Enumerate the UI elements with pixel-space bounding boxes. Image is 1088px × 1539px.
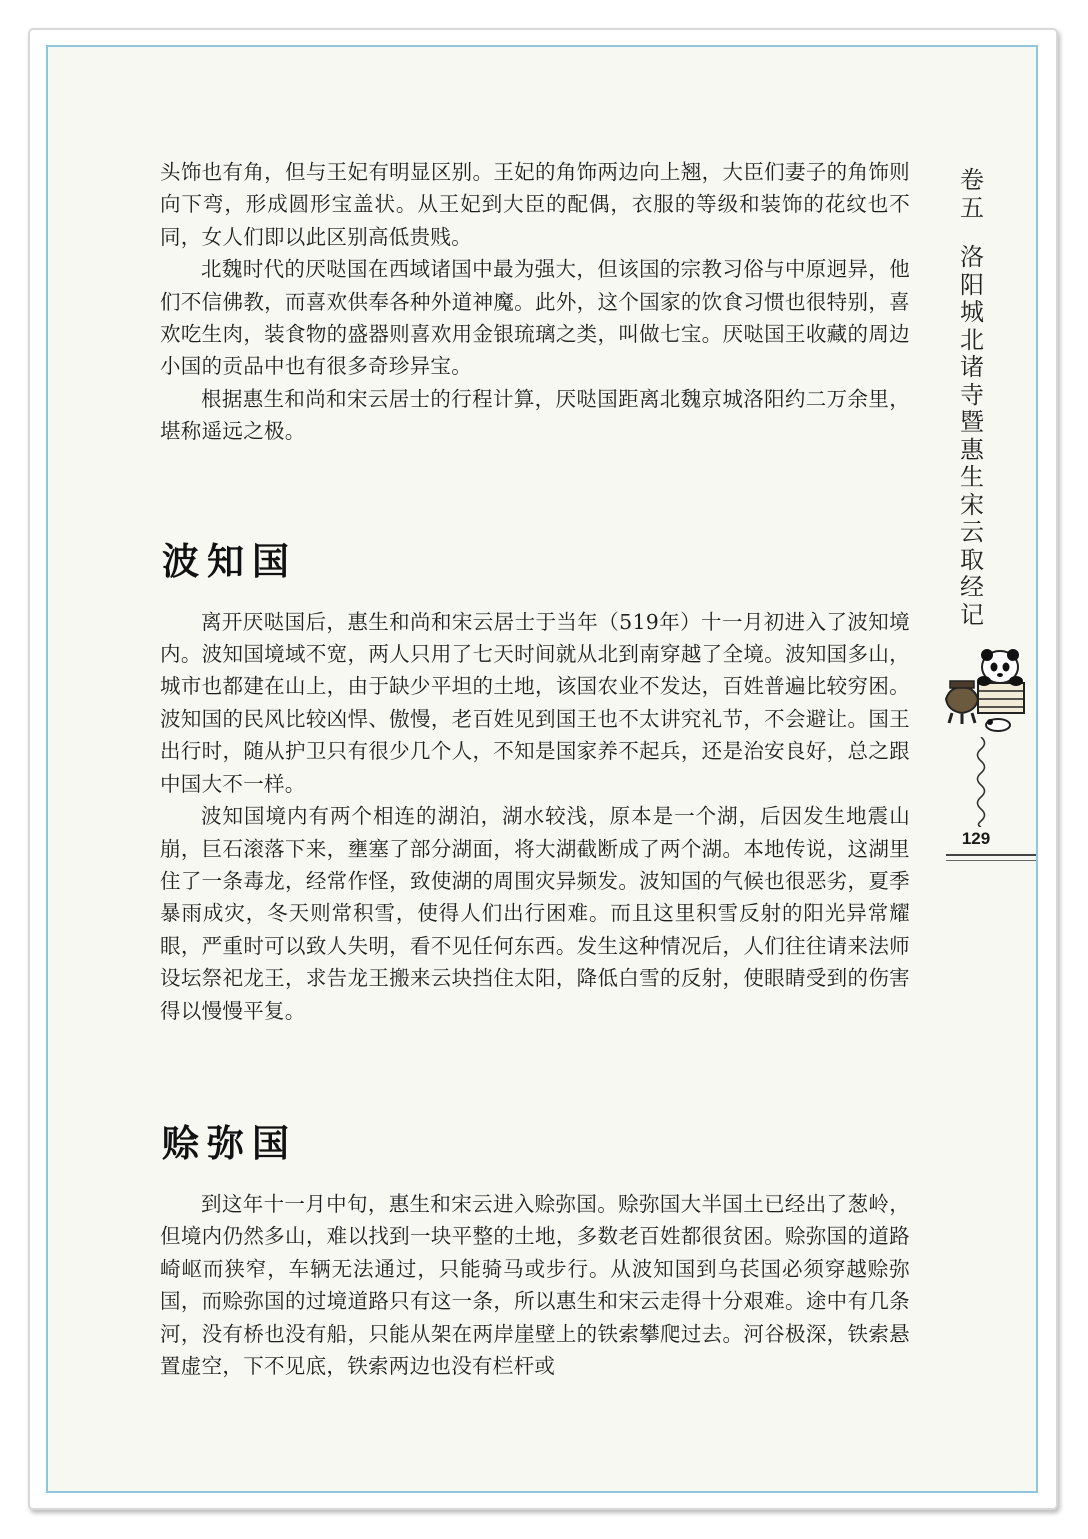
chapter-char: 城	[960, 298, 984, 326]
chapter-char: 洛	[960, 243, 984, 271]
chapter-char: 取	[960, 545, 984, 574]
paragraph: 波知国境内有两个相连的湖泊，湖水较浅，原本是一个湖，后因发生地震山崩，巨石滚落下来，壅塞了部分湖面，将大湖截断成了两个湖。本地传说，这湖里住了一条毒龙，经常作怪，致使湖的周围灾异频发。波知国的气候也很恶劣，夏季暴雨成灾，冬天则常积雪，使得人们出行困难。而且这里积雪反射的阳光异常耀眼，严重时可以致人失明，看不见任何东西。发生这种情况后，人们往往请来法师设坛祭祀龙王，求告龙王搬来云块挡住太阳，降低白雪的反射，使眼睛受到的伤害得以慢慢平复。	[160, 804, 910, 1023]
paragraph: 离开厌哒国后，惠生和尚和宋云居士于当年（519年）十一月初进入了波知境内。波知国境域不宽，两人只用了七天时间就从北到南穿越了全境。波知国多山，城市也都建在山上，由于缺少平坦的土地，该国农业不发达，百姓普遍比较穷困。波知国的民风比较凶悍、傲慢，老百姓见到国王也不太讲究礼节，不会避让。国王出行时，随从护卫只有很少几个人，不知是国家养不起兵，还是治安良好，总之跟中国大不一样。	[160, 609, 910, 796]
wavy-line-icon	[966, 737, 996, 827]
book-page	[46, 45, 1038, 1493]
volume-char: 五	[960, 193, 984, 222]
paragraph: 北魏时代的厌哒国在西域诸国中最为强大，但该国的宗教习俗与中原迥异，他们不信佛教，而喜欢供奉各种外道神魔。此外，这个国家的饮食习惯也很特别，喜欢吃生肉，装食物的盛器则喜欢用金银琉璃之类，叫做七宝。厌哒国王收藏的周边小国的贡品中也有很多奇珍异宝。	[160, 257, 910, 379]
spacer	[952, 222, 992, 244]
chapter-char: 生	[960, 463, 984, 491]
running-head-vertical	[952, 167, 992, 629]
chapter-char: 经	[960, 573, 984, 601]
section-gap	[160, 1027, 910, 1107]
heading-gap	[160, 1179, 910, 1188]
chapter-char: 惠	[960, 435, 984, 464]
chapter-char: 宋	[960, 490, 984, 519]
chapter-char: 寺	[960, 380, 984, 409]
panda-with-incense-burner-icon	[940, 625, 1030, 735]
chapter-char: 暨	[960, 408, 984, 436]
page-number: 129	[961, 829, 991, 848]
paragraph: 到这年十一月中旬，惠生和宋云进入赊弥国。赊弥国大半国土已经出了葱岭，但境内仍然多山，难以找到一块平整的土地，多数老百姓都很贫困。赊弥国的道路崎岖而狭窄，车辆无法通过，只能骑马或步行。从波知国到乌苌国必须穿越赊弥国，而赊弥国的过境道路只有这一条，所以惠生和宋云走得十分艰难。途中有几条河，没有桥也没有船，只能从架在两岸崖壁上的铁索攀爬过去。河谷极深，铁索悬置虚空，下不见底，铁索两边也没有栏杆或	[160, 1191, 910, 1378]
page-number-rule	[946, 854, 1038, 861]
body-text	[160, 156, 910, 1382]
chapter-char: 诸	[960, 353, 984, 381]
volume-char: 卷	[960, 166, 984, 194]
heading-gap	[160, 597, 910, 606]
paragraph: 根据惠生和尚和宋云居士的行程计算，厌哒国距离北魏京城洛阳约二万余里，堪称遥远之极。	[160, 386, 910, 444]
section-heading-bozhi: 波知国	[162, 538, 297, 583]
paragraph: 头饰也有角，但与王妃有明显区别。王妃的角饰两边向上翘，大臣们妻子的角饰则向下弯，形成圆形宝盖状。从王妃到大臣的配偶，衣服的等级和装饰的花纹也不同，女人们即以此区别高低贵贱。	[160, 160, 910, 249]
chapter-char: 云	[960, 518, 984, 546]
section-heading-shemi: 赊弥国	[162, 1120, 297, 1165]
section-gap	[160, 448, 910, 525]
chapter-char: 北	[960, 325, 984, 354]
chapter-char: 记	[960, 600, 984, 629]
chapter-char: 阳	[960, 270, 984, 299]
